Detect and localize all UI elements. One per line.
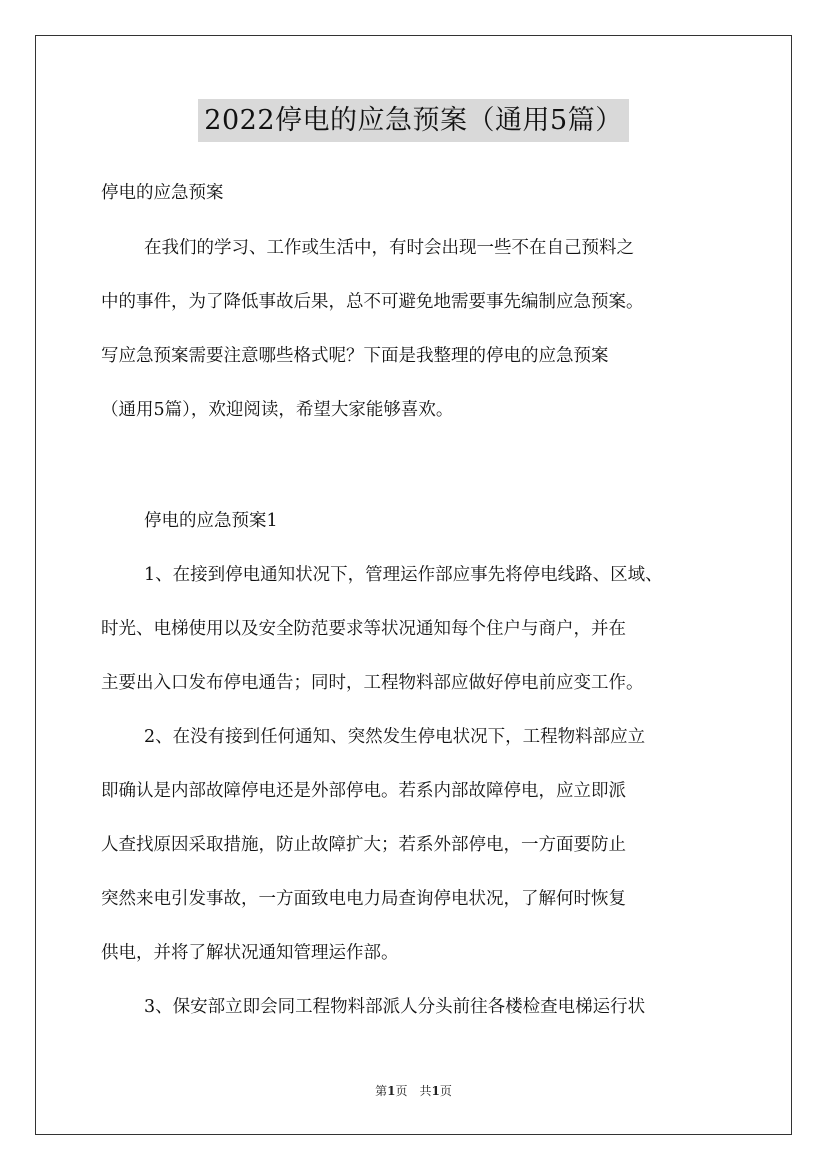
footer-page-total: 1 (431, 1084, 440, 1098)
document-title: 2022停电的应急预案（通用5篇） (198, 99, 628, 142)
page-footer (0, 1082, 827, 1100)
footer-prefix: 第 (375, 1084, 388, 1098)
title-container (0, 99, 827, 142)
intro-line: 中的事件，为了降低事故后果，总不可避免地需要事先编制应急预案。 (101, 292, 644, 312)
document-subtitle: 停电的应急预案 (101, 183, 224, 203)
footer-page-number: 1 (387, 1084, 396, 1098)
section-line: 3、保安部立即会同工程物料部派人分头前往各楼检查电梯运行状 (144, 997, 646, 1017)
section-heading: 停电的应急预案1 (144, 511, 278, 531)
section-line: 突然来电引发事故，一方面致电电力局查询停电状况，了解何时恢复 (101, 889, 626, 909)
intro-line: （通用5篇），欢迎阅读，希望大家能够喜欢。 (101, 400, 454, 420)
section-line: 供电，并将了解状况通知管理运作部。 (101, 943, 399, 963)
section-line: 1、在接到停电通知状况下，管理运作部应事先将停电线路、区域、 (144, 565, 663, 585)
section-line: 主要出入口发布停电通告；同时，工程物料部应做好停电前应变工作。 (101, 673, 644, 693)
section-line: 时光、电梯使用以及安全防范要求等状况通知每个住户与商户，并在 (101, 619, 626, 639)
section-line: 人查找原因采取措施，防止故障扩大；若系外部停电，一方面要防止 (101, 835, 626, 855)
footer-suffix: 页 (439, 1084, 452, 1098)
section-line: 2、在没有接到任何通知、突然发生停电状况下，工程物料部应立 (144, 727, 646, 747)
footer-middle: 页 共 (395, 1084, 432, 1098)
intro-line: 写应急预案需要注意哪些格式呢？下面是我整理的停电的应急预案 (101, 346, 609, 366)
section-line: 即确认是内部故障停电还是外部停电。若系内部故障停电，应立即派 (101, 781, 626, 801)
intro-line: 在我们的学习、工作或生活中，有时会出现一些不在自己预料之 (144, 238, 634, 258)
